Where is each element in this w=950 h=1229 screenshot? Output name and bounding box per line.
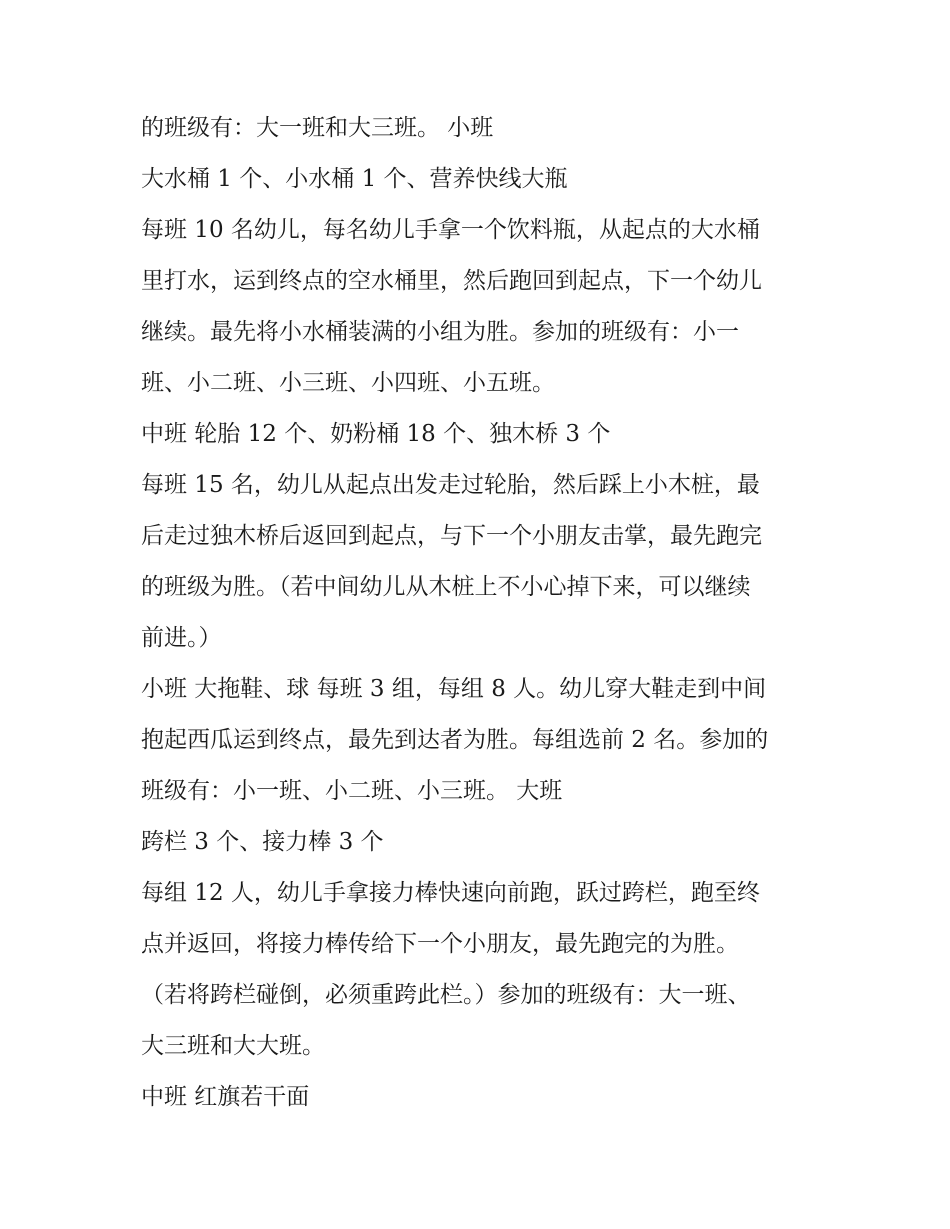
text-line: 每组 12 人，幼儿手拿接力棒快速向前跑，跃过跨栏，跑至终: [141, 880, 760, 906]
text-line: 小班 大拖鞋、球 每班 3 组，每组 8 人。幼儿穿大鞋走到中间: [141, 676, 767, 702]
text-line: 中班 轮胎 12 个、奶粉桶 18 个、独木桥 3 个: [141, 421, 611, 447]
text-line: 后走过独木桥后返回到起点，与下一个小朋友击掌，最先跑完: [141, 523, 762, 549]
text-line: 每班 15 名，幼儿从起点出发走过轮胎，然后踩上小木桩，最: [141, 472, 760, 498]
text-line: 继续。最先将小水桶装满的小组为胜。参加的班级有：小一: [141, 319, 739, 345]
text-line: 的班级为胜。（若中间幼儿从木桩上不小心掉下来，可以继续: [141, 574, 751, 600]
text-line: 里打水，运到终点的空水桶里，然后跑回到起点，下一个幼儿: [141, 268, 762, 294]
text-line: 点并返回，将接力棒传给下一个小朋友，最先跑完的为胜。: [141, 931, 739, 957]
text-line: （若将跨栏碰倒，必须重跨此栏。）参加的班级有：大一班、: [141, 982, 751, 1008]
text-line: 的班级有：大一班和大三班。 小班: [141, 115, 494, 141]
text-line: 跨栏 3 个、接力棒 3 个: [141, 829, 384, 855]
document-body: [141, 103, 821, 1123]
text-line: 班、小二班、小三班、小四班、小五班。: [141, 370, 555, 396]
text-line: 大水桶 1 个、小水桶 1 个、营养快线大瓶: [141, 166, 568, 192]
text-line: 抱起西瓜运到终点，最先到达者为胜。每组选前 2 名。参加的: [141, 727, 769, 753]
text-line: 前进。）: [141, 625, 222, 651]
text-line: 每班 10 名幼儿，每名幼儿手拿一个饮料瓶，从起点的大水桶: [141, 217, 760, 243]
text-line: 班级有：小一班、小二班、小三班。 大班: [141, 778, 563, 804]
text-line: 大三班和大大班。: [141, 1033, 325, 1059]
text-line: 中班 红旗若干面: [141, 1084, 310, 1110]
